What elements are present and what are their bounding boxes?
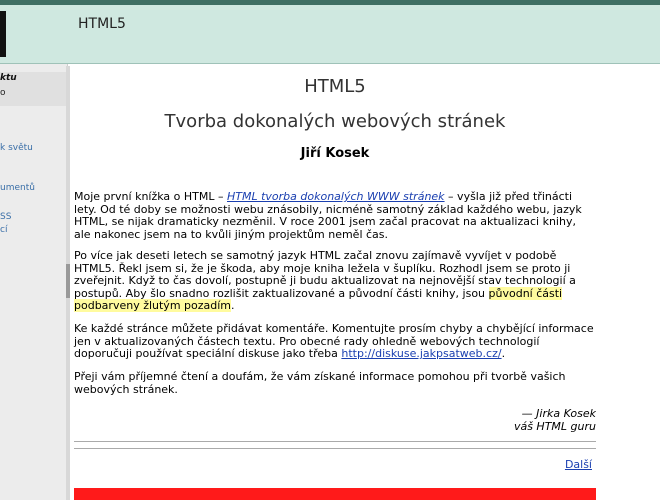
sidebar-scrollbar-thumb[interactable] bbox=[66, 264, 70, 298]
divider-bottom bbox=[74, 448, 596, 449]
page-subtitle: Tvorba dokonalých webových stránek bbox=[164, 111, 506, 132]
site-logo[interactable] bbox=[0, 11, 6, 57]
update-text-start: Po více jak deseti letech se samotný jazyk HTML začal znovu zajímavě vyvíjet v podobě HTML5. Řekl jsem si, že je škoda, aby moje kniha ležela v šuplíku. Rozhodl jsem se proto ji zveřejnit. Když to čas dovolí, postupně ji budu aktualizovat na nejnovější stav technologií a postupů. Aby šlo snadno rozlišit zaktualizované a původní části knihy, jsou bbox=[74, 249, 576, 300]
header-bar bbox=[0, 0, 660, 64]
sidebar-item-rss[interactable]: SS bbox=[0, 212, 12, 222]
sidebar-item-world[interactable]: k světu bbox=[0, 143, 33, 153]
comments-paragraph bbox=[74, 323, 596, 361]
footer-bar bbox=[74, 488, 596, 500]
sidebar bbox=[0, 64, 68, 500]
header-title: HTML5 bbox=[78, 16, 126, 32]
update-text-end: . bbox=[231, 299, 235, 313]
author-name: Jiří Kosek bbox=[300, 146, 370, 161]
page-title: HTML5 bbox=[304, 76, 366, 97]
right-margin bbox=[596, 66, 660, 500]
sidebar-item-other[interactable]: cí bbox=[0, 225, 8, 235]
old-book-link[interactable]: HTML tvorba dokonalých WWW stránek bbox=[227, 190, 445, 203]
discussion-link[interactable]: http://diskuse.jakpsatweb.cz/ bbox=[341, 347, 502, 361]
signature bbox=[514, 407, 596, 433]
main-content bbox=[74, 66, 596, 500]
intro-text-end: – vyšla již před třinácti lety. Od té doby se možnosti webu znásobily, nicméně samotný základ každého webu, jazyk HTML, se nijak dramaticky nezměnil. V roce 2001 jsem začal pracovat na aktualizaci knihy, ale nakonec jsem na to kvůli jiným projektům neměl čas. bbox=[74, 190, 582, 241]
intro-text-start: Moje první knížka o HTML – bbox=[74, 190, 227, 203]
signature-name: — Jirka Kosek bbox=[521, 407, 596, 420]
intro-paragraph bbox=[74, 191, 596, 241]
sidebar-item-subtitle[interactable]: o bbox=[0, 88, 6, 98]
signature-role: váš HTML guru bbox=[513, 420, 596, 433]
next-page-link[interactable]: Další bbox=[564, 458, 592, 471]
sidebar-item-documents[interactable]: umentů bbox=[0, 183, 35, 193]
comments-text-end: . bbox=[501, 347, 506, 361]
sidebar-item-title[interactable]: ktu bbox=[0, 73, 17, 83]
highlighted-text: původní části podbarveny žlutým pozadím bbox=[74, 286, 563, 313]
update-paragraph bbox=[74, 250, 596, 313]
divider-top bbox=[74, 441, 596, 442]
comments-text-start: Ke každé stránce můžete přidávat komentáře. Komentujte prosím chyby a chybějící informace jen v aktualizovaných částech textu. Pro obecné rady ohledně webových technologií doporučuji používat speciální diskuse jako třeba bbox=[74, 322, 594, 361]
closing-paragraph: Přeji vám příjemné čtení a doufám, že vám získané informace pomohou při tvorbě vašich webových stránek. bbox=[74, 370, 566, 396]
